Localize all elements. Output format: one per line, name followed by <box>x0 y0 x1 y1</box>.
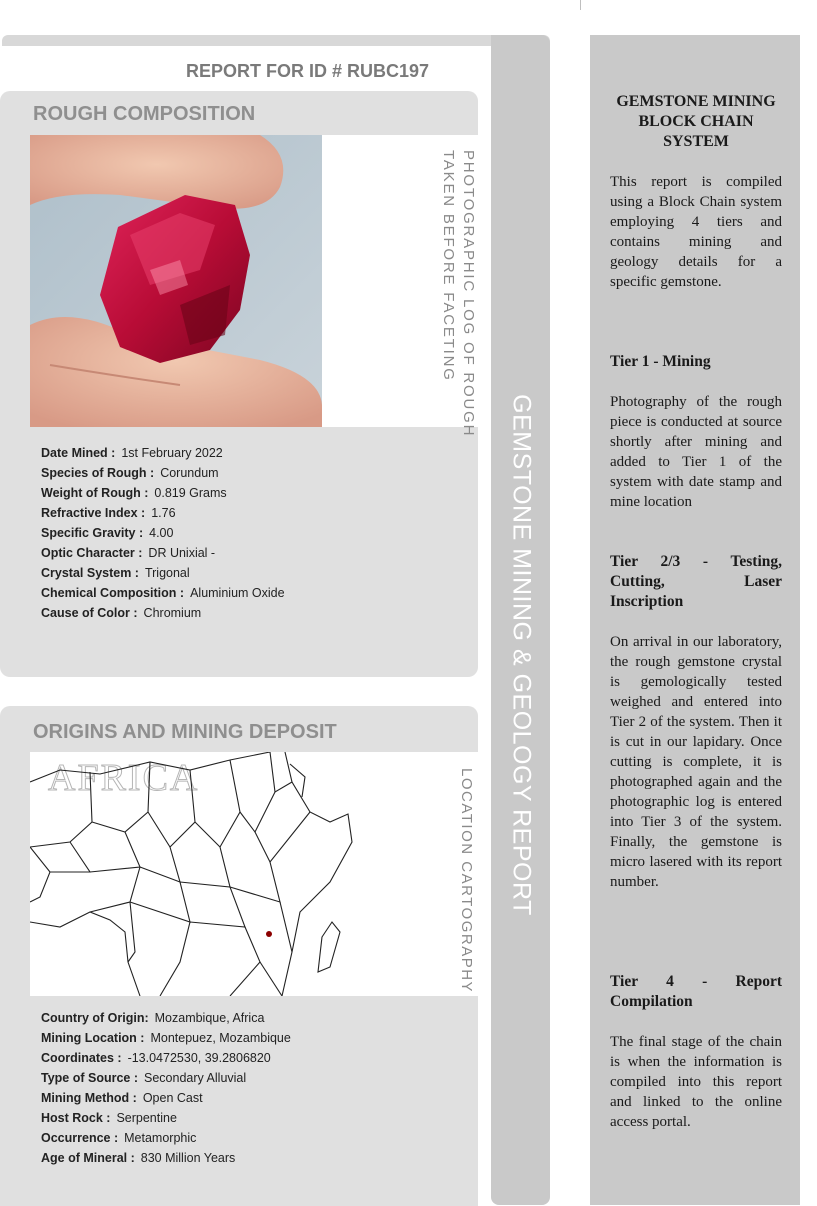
property-value: -13.0472530, 39.2806820 <box>127 1051 271 1065</box>
property-value: 4.00 <box>149 526 174 540</box>
africa-map <box>30 752 380 996</box>
property-value: 1st February 2022 <box>121 446 223 460</box>
tier4-heading: Tier 4 - Report Compilation <box>610 973 782 1010</box>
property-label: Species of Rough : <box>41 466 155 480</box>
property-row <box>41 1011 264 1025</box>
blockchain-title: GEMSTONE MINING BLOCK CHAIN SYSTEM <box>616 93 776 150</box>
tier4-text: The final stage of the chain is when the information is compiled into this report and linked to the online access portal. <box>610 1034 782 1130</box>
tier1-text: Photography of the rough piece is conducted at source shortly after mining and added to Tier 1 of the system with date stamp and mine location <box>610 394 782 510</box>
property-value: Secondary Alluvial <box>144 1071 247 1085</box>
property-label: Type of Source : <box>41 1071 139 1085</box>
tier23-text: On arrival in our laboratory, the rough gemstone crystal is gemologically tested weighed and entered into Tier 2 of the system. Then it is cut in our lapidary. Once cutting is complete, it is photographed again and the photographic log is entered into Tier 3 of the system. Finally, the gemstone is micro lasered with its report number. <box>610 634 782 890</box>
property-row <box>41 1111 177 1125</box>
property-row <box>41 1131 196 1145</box>
mine-location-marker <box>266 931 272 937</box>
property-label: Country of Origin: <box>41 1011 149 1025</box>
rough-composition-title: ROUGH COMPOSITION <box>33 103 256 125</box>
property-row <box>41 586 285 600</box>
tier1-heading: Tier 1 - Mining <box>610 353 711 370</box>
property-row <box>41 506 176 520</box>
property-row <box>41 486 227 500</box>
origins-title: ORIGINS AND MINING DEPOSIT <box>33 721 337 743</box>
property-label: Mining Location : <box>41 1031 145 1045</box>
property-label: Specific Gravity : <box>41 526 144 540</box>
property-value: Corundum <box>160 466 219 480</box>
property-value: Chromium <box>143 606 202 620</box>
property-label: Host Rock : <box>41 1111 111 1125</box>
property-label: Crystal System : <box>41 566 139 580</box>
property-value: 830 Million Years <box>140 1151 236 1165</box>
property-label: Refractive Index : <box>41 506 146 520</box>
property-row <box>41 1051 271 1065</box>
property-value: Mozambique, Africa <box>154 1011 265 1025</box>
property-row <box>41 466 219 480</box>
property-label: Coordinates : <box>41 1051 122 1065</box>
property-row <box>41 1151 235 1165</box>
side-report-title <box>491 35 550 1205</box>
property-label: Optic Character : <box>41 546 143 560</box>
tier23-heading: Tier 2/3 - Testing, Cutting, Laser Inscription <box>610 553 782 610</box>
property-row <box>41 1071 246 1085</box>
property-label: Occurrence : <box>41 1131 119 1145</box>
property-label: Date Mined : <box>41 446 116 460</box>
blockchain-intro: This report is compiled using a Block Chain system employing 4 tiers and contains mining and geology details for a specific gemstone. <box>610 174 782 290</box>
property-value: 1.76 <box>151 506 176 520</box>
property-value: Trigonal <box>144 566 190 580</box>
report-id-heading: REPORT FOR ID # RUBC197 <box>186 61 430 81</box>
property-label: Mining Method : <box>41 1091 137 1105</box>
property-row <box>41 446 223 460</box>
property-value: Aluminium Oxide <box>190 586 285 600</box>
property-value: DR Unixial - <box>148 546 216 560</box>
report-frame-top-bar <box>2 35 550 46</box>
property-row <box>41 546 215 560</box>
property-row <box>41 606 201 620</box>
property-value: Open Cast <box>142 1091 203 1105</box>
photo-caption-line-1: PHOTOGRAPHIC LOG OF ROUGH <box>460 150 477 438</box>
property-label: Cause of Color : <box>41 606 138 620</box>
map-caption: LOCATION CARTOGRAPHY <box>458 768 475 994</box>
property-value: Metamorphic <box>124 1131 197 1145</box>
property-row <box>41 1031 291 1045</box>
property-label: Chemical Composition : <box>41 586 185 600</box>
property-label: Weight of Rough : <box>41 486 149 500</box>
property-value: Serpentine <box>116 1111 177 1125</box>
top-divider-tick <box>580 0 581 10</box>
property-row <box>41 526 173 540</box>
photo-caption-line-2: TAKEN BEFORE FACETING <box>440 150 457 382</box>
property-label: Age of Mineral : <box>41 1151 135 1165</box>
map-region-label: AFRICA <box>48 757 200 799</box>
side-report-title-text: GEMSTONE MINING & GEOLOGY REPORT <box>507 394 535 916</box>
property-row <box>41 1091 203 1105</box>
photo-caption <box>440 150 480 438</box>
property-value: 0.819 Grams <box>154 486 227 500</box>
rough-gemstone-photo <box>30 135 322 427</box>
property-row <box>41 566 190 580</box>
property-value: Montepuez, Mozambique <box>150 1031 291 1045</box>
